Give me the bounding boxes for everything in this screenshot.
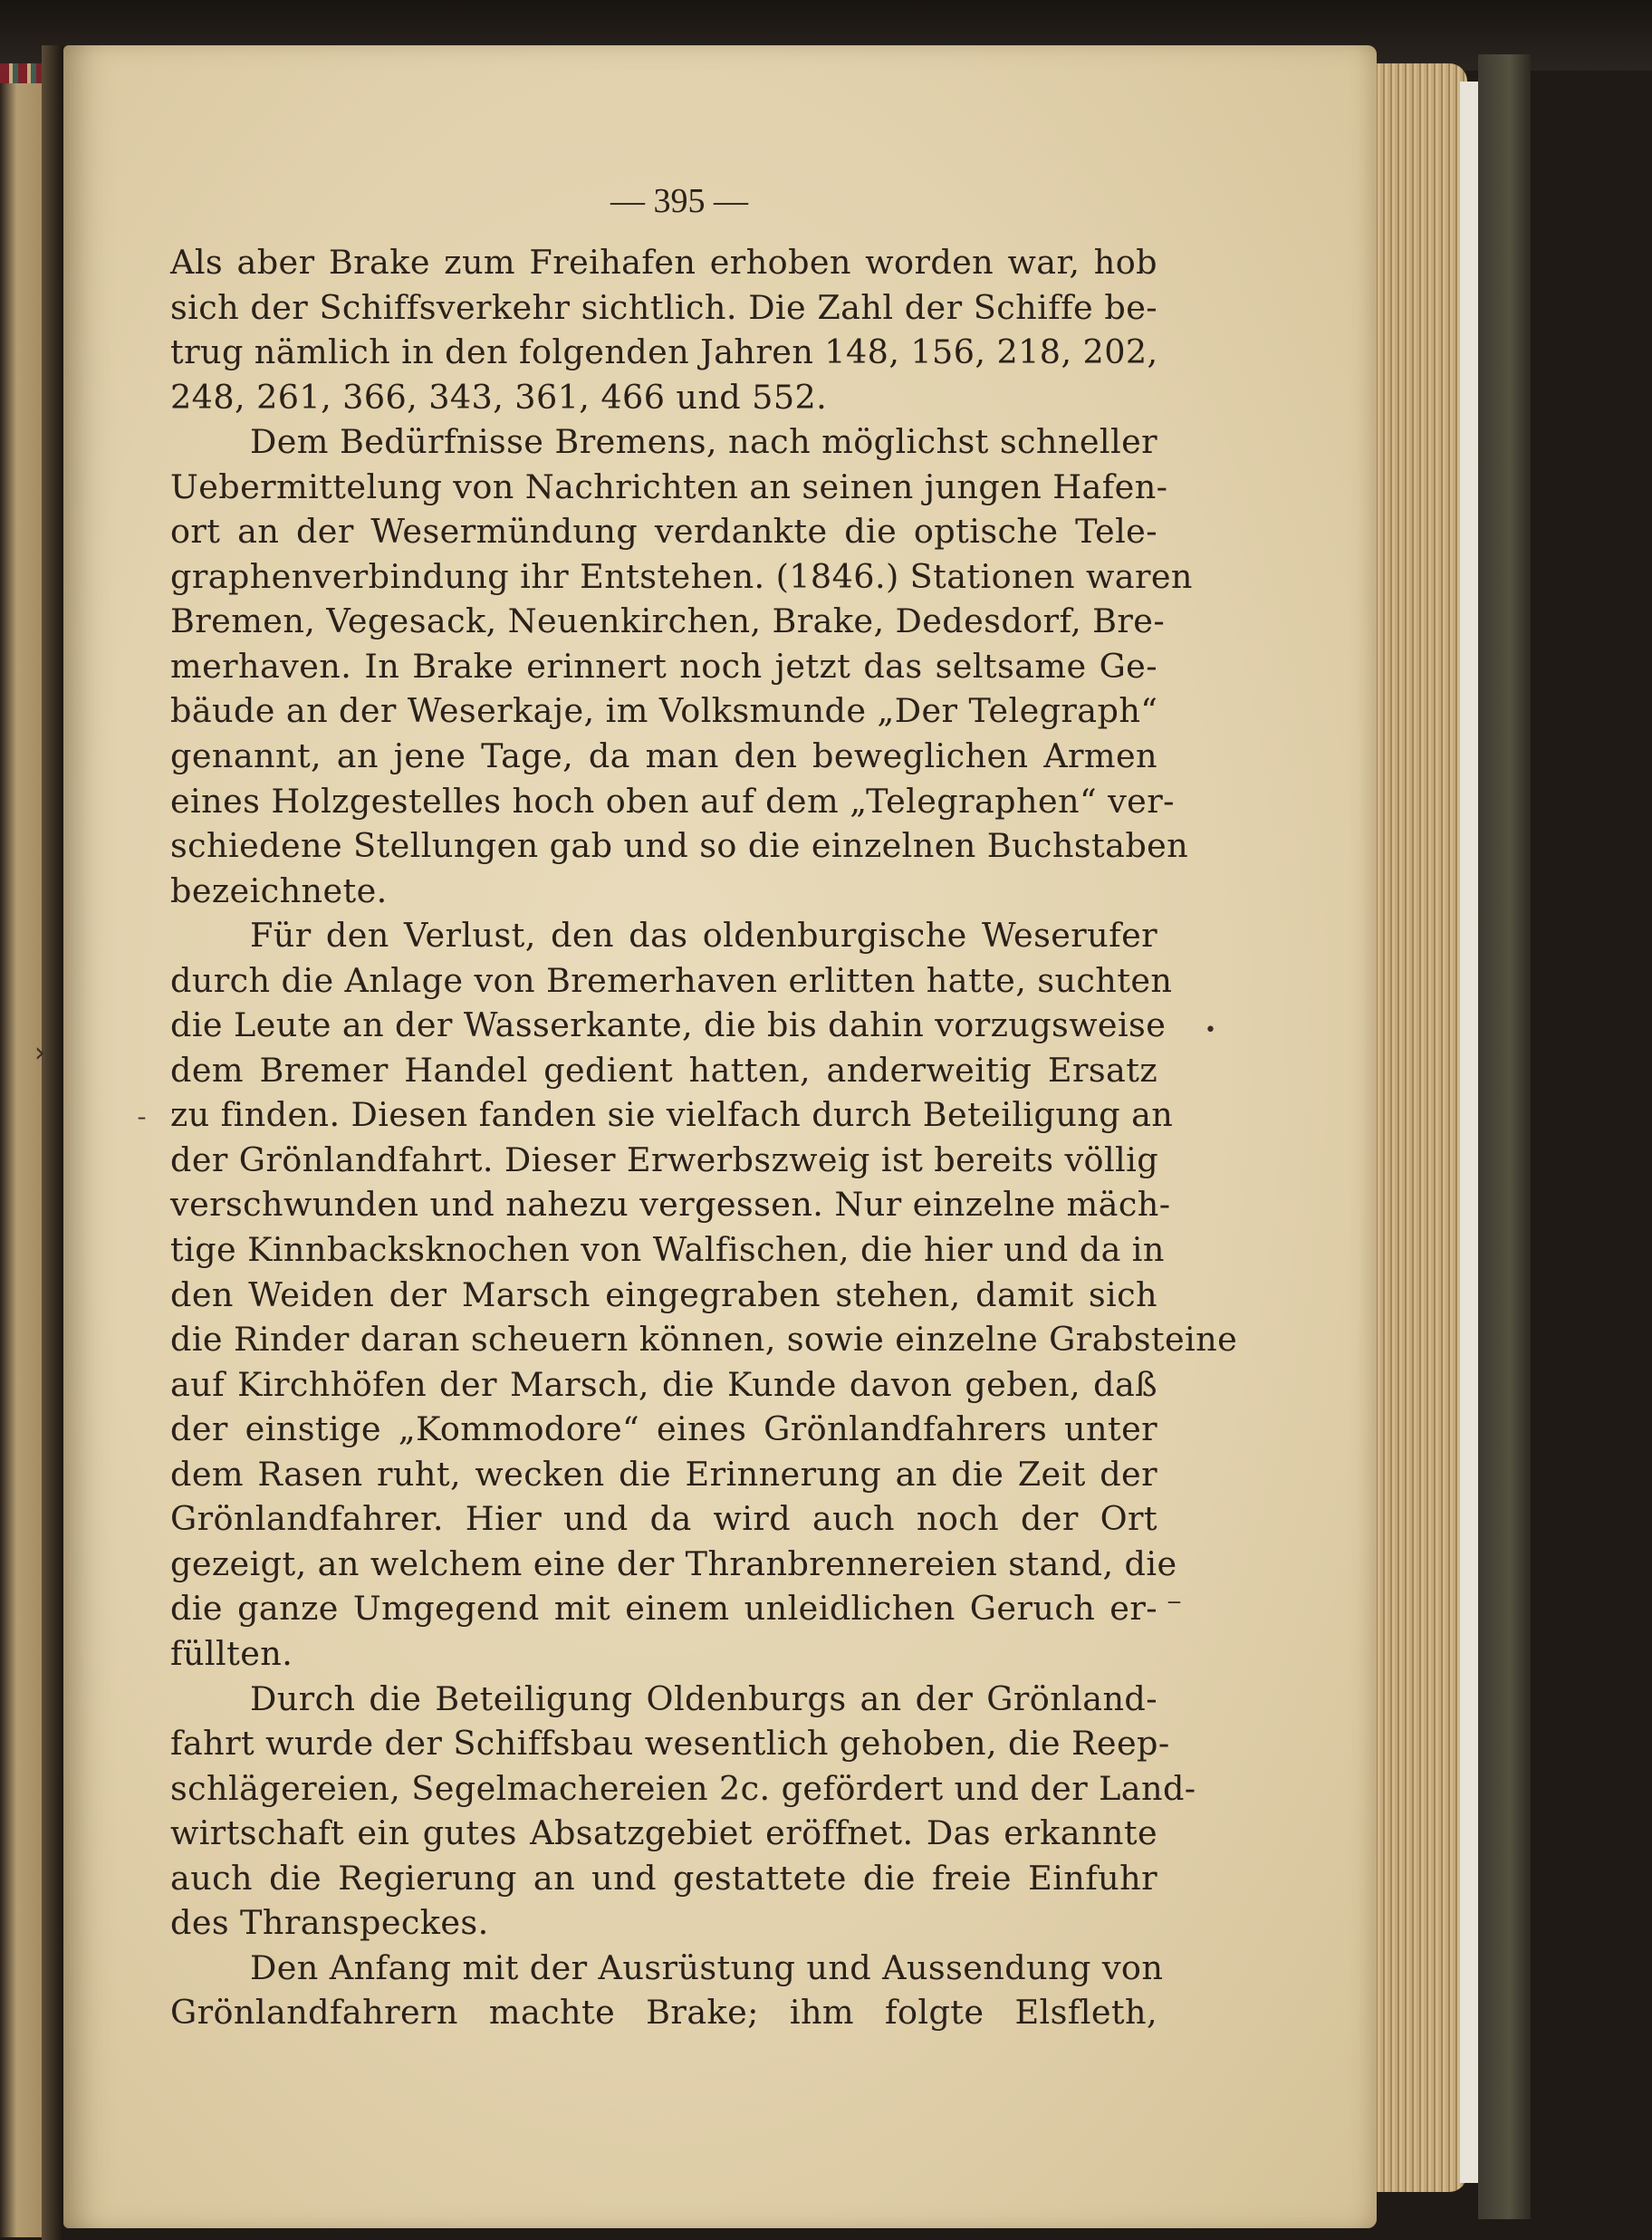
text-line: die ganze Umgegend mit einem unleidlichen Geruch er-: [170, 1589, 1157, 1629]
text-line: Grönlandfahrern machte Brake; ihm folgte Elsfleth,: [170, 1993, 1157, 2033]
text-line: schiedene Stellungen gab und so die einzelnen Buchstaben: [170, 826, 1189, 866]
text-line: die Leute an der Wasserkante, die bis dahin vorzugsweise: [170, 1005, 1167, 1045]
text-line: verschwunden und nahezu vergessen. Nur einzelne mäch-: [170, 1185, 1171, 1225]
text-line: fahrt wurde der Schiffsbau wesentlich gehoben, die Reep-: [170, 1724, 1170, 1764]
text-line: ort an der Wesermündung verdankte die optische Tele-: [170, 512, 1157, 552]
text-line: Grönlandfahrer. Hier und da wird auch noch der Ort: [170, 1499, 1157, 1539]
text-line: Bremen, Vegesack, Neuenkirchen, Brake, Dedesdorf, Bre-: [170, 601, 1166, 641]
text-line: Als aber Brake zum Freihafen erhoben worden war, hob: [170, 243, 1157, 282]
text-line: auch die Regierung an und gestattete die freie Einfuhr: [170, 1858, 1157, 1898]
text-line: graphenverbindung ihr Entstehen. (1846.) Stationen waren: [170, 556, 1193, 596]
text-line: genannt, an jene Tage, da man den beweglichen Armen: [170, 736, 1157, 776]
page-number: — 395 —: [610, 182, 748, 220]
text-line: die Rinder daran scheuern können, sowie einzelne Grabsteine: [170, 1320, 1238, 1360]
text-line: trug nämlich in den folgenden Jahren 148, 156, 218, 202,: [170, 332, 1158, 372]
gutter-shadow: [42, 45, 63, 2240]
margin-mark-icon: ›: [34, 1037, 45, 1069]
text-line: merhaven. In Brake erinnert noch jetzt das seltsame Ge-: [170, 646, 1157, 686]
text-line: 248, 261, 366, 343, 361, 466 und 552.: [170, 377, 828, 417]
text-line: wirtschaft ein gutes Absatzgebiet eröffnet. Das erkannte: [170, 1813, 1157, 1853]
text-line: dem Rasen ruht, wecken die Erinnerung an die Zeit der: [170, 1454, 1157, 1494]
text-line: eines Holzgestelles hoch oben auf dem „Telegraphen“ ver-: [170, 781, 1175, 821]
text-line: sich der Schiffsverkehr sichtlich. Die Zahl der Schiffe be-: [170, 287, 1157, 327]
text-line: bäude an der Weserkaje, im Volksmunde „Der Telegraph“: [170, 691, 1158, 731]
margin-mark-icon: ‾: [1168, 1599, 1180, 1626]
cover-board: [1478, 54, 1531, 2219]
left-page-edge: [0, 63, 42, 2237]
margin-mark-icon: ¯: [136, 1114, 148, 1141]
text-line: füllten.: [170, 1633, 293, 1673]
text-line: zu finden. Diesen fanden sie vielfach durch Beteiligung an: [170, 1095, 1174, 1135]
text-line: Durch die Beteiligung Oldenburgs an der Grönland-: [250, 1678, 1157, 1718]
text-line: der einstige „Kommodore“ eines Grönlandfahrers unter: [170, 1409, 1157, 1449]
body-text: [170, 240, 1238, 2035]
text-line: gezeigt, an welchem eine der Thranbrennereien stand, die: [170, 1543, 1177, 1583]
text-line: auf Kirchhöfen der Marsch, die Kunde davon geben, daß: [170, 1364, 1157, 1404]
text-line: des Thranspeckes.: [170, 1903, 489, 1943]
text-line: bezeichnete.: [170, 870, 388, 910]
text-line: Den Anfang mit der Ausrüstung und Aussendung von: [250, 1947, 1164, 1987]
margin-mark-icon: •: [1205, 1019, 1216, 1042]
text-line: den Weiden der Marsch eingegraben stehen, damit sich: [170, 1274, 1157, 1314]
text-line: Dem Bedürfnisse Bremens, nach möglichst schneller: [250, 422, 1157, 462]
text-line: dem Bremer Handel gedient hatten, anderweitig Ersatz: [170, 1050, 1157, 1090]
text-line: Uebermittelung von Nachrichten an seinen jungen Hafen-: [170, 466, 1168, 506]
text-line: schlägereien, Segelmachereien 2c. gefördert und der Land-: [170, 1768, 1196, 1808]
text-line: tige Kinnbacksknochen von Walfischen, die hier und da in: [170, 1230, 1165, 1270]
endpaper-edge: [1460, 82, 1478, 2183]
text-line: der Grönlandfahrt. Dieser Erwerbszweig ist bereits völlig: [170, 1139, 1159, 1179]
text-line: durch die Anlage von Bremerhaven erlitten hatte, suchten: [170, 960, 1173, 1000]
text-line: Für den Verlust, den das oldenburgische Weserufer: [250, 916, 1157, 956]
